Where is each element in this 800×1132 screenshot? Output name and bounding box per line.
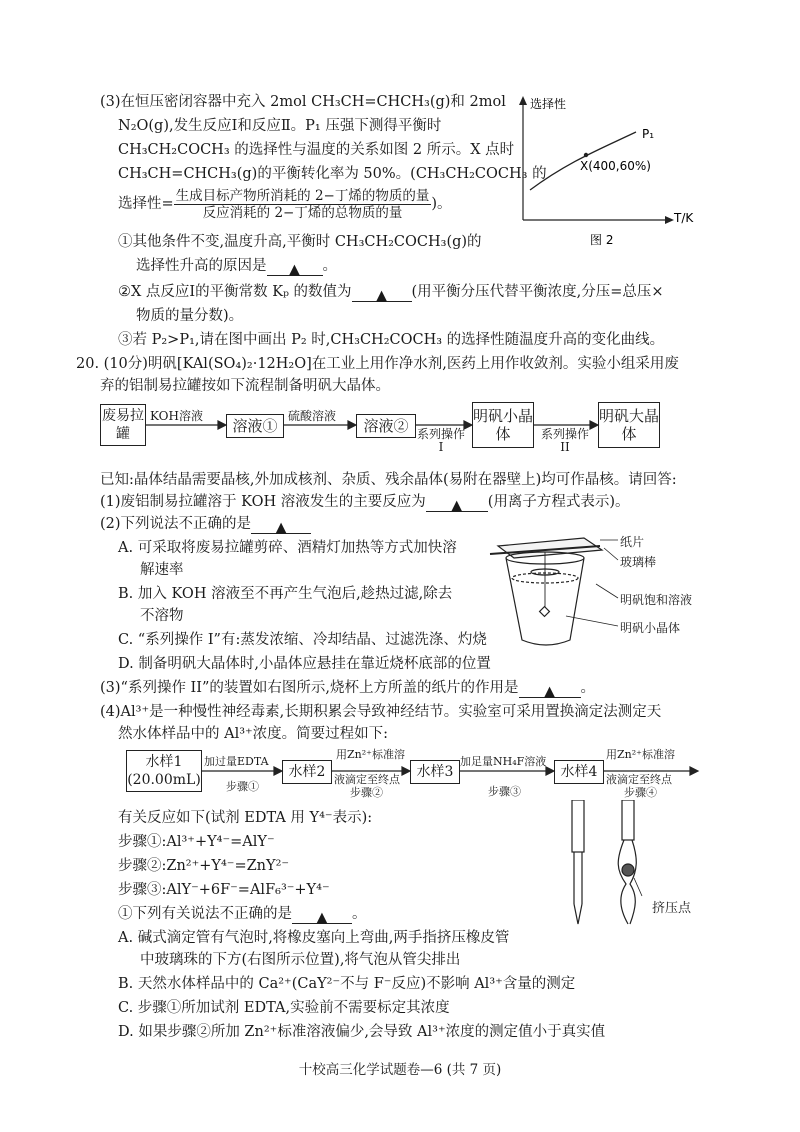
q20-sA1: A. 碱式滴定管有气泡时,将橡皮塞向上弯曲,两手指挤压橡皮管 [118,930,510,946]
blank-triangle: ▲ [375,288,388,304]
blank-triangle: ▲ [275,520,287,536]
sel-prefix: 选择性= [118,196,174,212]
q20-sB: B. 天然水体样品中的 Ca²⁺(CaY²⁻不与 F⁻反应)不影响 Al³⁺含量的测定 [118,976,576,992]
q20-optC: C. “系列操作 I”有:蒸发浓缩、冷却结晶、过滤洗涤、灼烧 [118,632,487,648]
label-small-crystal: 明矾小晶体 [620,621,681,635]
flow2-arrow4a: 用Zn²⁺标准溶 [606,748,675,761]
sample1-volume: (20.00mL) [127,772,201,788]
flow-box-sample4: 水样4 [554,760,604,784]
burette-left-rubber [574,852,582,904]
burette-right-rubber [618,840,636,924]
blank-triangle: ▲ [451,498,463,514]
q20-optA2: 解速率 [140,562,184,578]
q3-sub3: ③若 P₂>P₁,请在图中画出 P₂ 时,CH₃CH₂COCH₃ 的选择性随温度升高的变化曲线。 [118,332,665,348]
label-paper: 纸片 [620,535,645,549]
label-glass-rod: 玻璃棒 [620,555,657,569]
flow2-step3: 步骤③ [488,785,521,798]
flow-box-sample2: 水样2 [282,760,332,784]
flow2-arrow3: 加足量NH₄F溶液 [460,755,547,768]
flow-box-sample3: 水样3 [410,760,460,784]
flow2-arrow2b: 液滴定至终点 [334,773,400,786]
figure2-point-label: X(400,60%) [580,159,651,173]
q3-sub1b: 选择性升高的原因是 ▲ 。 [136,258,337,278]
q20-rxn1: 步骤①:Al³⁺+Y⁴⁻=AlY⁻ [118,834,275,850]
flow-arrow-op2: 系列操作II [540,427,589,454]
flow-arrow-koh: KOH溶液 [150,409,203,423]
flow-box-solution1: 溶液① [226,414,284,438]
q20-intro2: 弃的铝制易拉罐按如下流程制备明矾大晶体。 [100,378,390,394]
burette-left-tube [572,800,584,852]
q20-known: 已知:晶体结晶需要晶核,外加成核剂、杂质、残余晶体(易附在器壁上)均可作晶核。请回答: [100,472,677,488]
flow-arrow-h2so4: 硫酸溶液 [288,409,337,423]
q3-sub1a: ①其他条件不变,温度升高,平衡时 CH₃CH₂COCH₃(g)的 [118,234,482,250]
sel-denominator: 反应消耗的 2−丁烯的总物质的量 [202,204,403,221]
q20-p4-line1: (4)Al³⁺是一种慢性神经毒素,长期积累会导致神经结节。实验室可采用置换滴定法测定天 [100,704,662,720]
q20-p3: (3)“系列操作 II”的装置如右图所示,烧杯上方所盖的纸片的作用是 ▲ 。 [100,680,596,700]
q3-line4: CH₃CH=CHCH₃(g)的平衡转化率为 50%。(CH₃CH₂COCH₃ 的 [118,166,547,182]
q20-rxn2: 步骤②:Zn²⁺+Y⁴⁻=ZnY²⁻ [118,858,290,874]
flow2-arrow2a: 用Zn²⁺标准溶 [336,748,405,761]
q20-sD: D. 如果步骤②所加 Zn²⁺标准溶液偏少,会导致 Al³⁺浓度的测定值小于真实值 [118,1024,606,1040]
q20-p2: (2)下列说法不正确的是 ▲ [100,514,311,534]
q20-optB1: B. 加入 KOH 溶液至不再产生气泡后,趁热过滤,除去 [118,586,453,602]
q3-sub2a: ②X 点反应Ⅰ的平衡常数 Kₚ 的数值为 ▲ (用平衡分压代替平衡浓度,分压=总压× [118,284,664,304]
burette-right-tube [622,800,634,840]
flow-box-solution2: 溶液② [356,414,416,438]
figure2-xlabel: T/K [674,211,694,225]
q20-p1: (1)废铝制易拉罐溶于 KOH 溶液发生的主要反应为 ▲ (用离子方程式表示)。 [100,494,630,514]
q20-intro1: 20. (10分)明矾[KAl(SO₄)₂·12H₂O]在工业上用作净水剂,医药上用作收敛剂。实验小组采用废 [76,356,679,372]
q20-optB2: 不溶物 [140,608,184,624]
q3-line1: (3)在恒压密闭容器中充入 2mol CH₃CH=CHCH₃(g)和 2mol [100,94,506,110]
flow-box-waste-can: 废易拉罐 [100,404,146,446]
flow-box-small-crystal: 明矾小晶体 [472,402,534,448]
flow2-step4: 步骤④ [624,786,657,799]
q20-sub1: ①下列有关说法不正确的是 ▲ 。 [118,906,367,926]
label-saturated-solution: 明矾饱和溶液 [620,593,693,607]
q20-p4-line2: 然水体样品中的 Al³⁺浓度。简要过程如下: [118,726,389,742]
page-footer: 十校高三化学试题卷—6 (共 7 页) [298,1062,502,1078]
blank-triangle: ▲ [288,262,301,278]
q20-optA1: A. 可采取将废易拉罐剪碎、酒精灯加热等方式加快溶 [118,540,457,556]
answer-blank[interactable] [292,908,352,924]
label-squeeze-point: 挤压点 [652,901,692,916]
q20-rxn3: 步骤③:AlY⁻+6F⁻=AlF₆³⁻+Y⁴⁻ [118,882,330,898]
figure2-caption: 图 2 [590,233,614,247]
flow2-arrow4b: 液滴定至终点 [606,773,672,786]
burette-figure [556,800,646,940]
glass-bead [622,864,634,876]
blank-triangle: ▲ [316,910,328,926]
sel-numerator: 生成目标产物所消耗的 2−丁烯的物质的量 [175,187,430,204]
blank-triangle: ▲ [543,684,556,700]
flow2-step2: 步骤② [350,786,383,799]
q20-optD: D. 制备明矾大晶体时,小晶体应悬挂在靠近烧杯底部的位置 [118,656,491,672]
q3-line2: N₂O(g),发生反应Ⅰ和反应Ⅱ。P₁ 压强下测得平衡时 [118,118,442,134]
sel-suffix: )。 [431,196,452,212]
q20-sA2: 中玻璃珠的下方(右图所示位置),将气泡从管尖排出 [140,952,461,968]
sample1-title: 水样1 [145,754,183,770]
burette-left-tip [574,904,582,924]
flow2-step1: 步骤① [226,780,259,793]
flow-box-large-crystal: 明矾大晶体 [598,402,660,448]
flow-arrow-op1: 系列操作I [416,427,465,454]
figure2-curve-label: P₁ [642,127,655,141]
q20-rxn-head: 有关反应如下(试剂 EDTA 用 Y⁴⁻表示): [118,810,373,826]
figure2-ylabel: 选择性 [530,97,567,111]
q20-sC: C. 步骤①所加试剂 EDTA,实验前不需要标定其浓度 [118,1000,450,1016]
q3-sub2b: 物质的量分数)。 [136,308,244,324]
flow2-arrow1: 加过量EDTA [204,755,269,768]
squeeze-leader [634,878,642,896]
q3-line3: CH₃CH₂COCH₃ 的选择性与温度的关系如图 2 所示。X 点时 [118,142,515,158]
